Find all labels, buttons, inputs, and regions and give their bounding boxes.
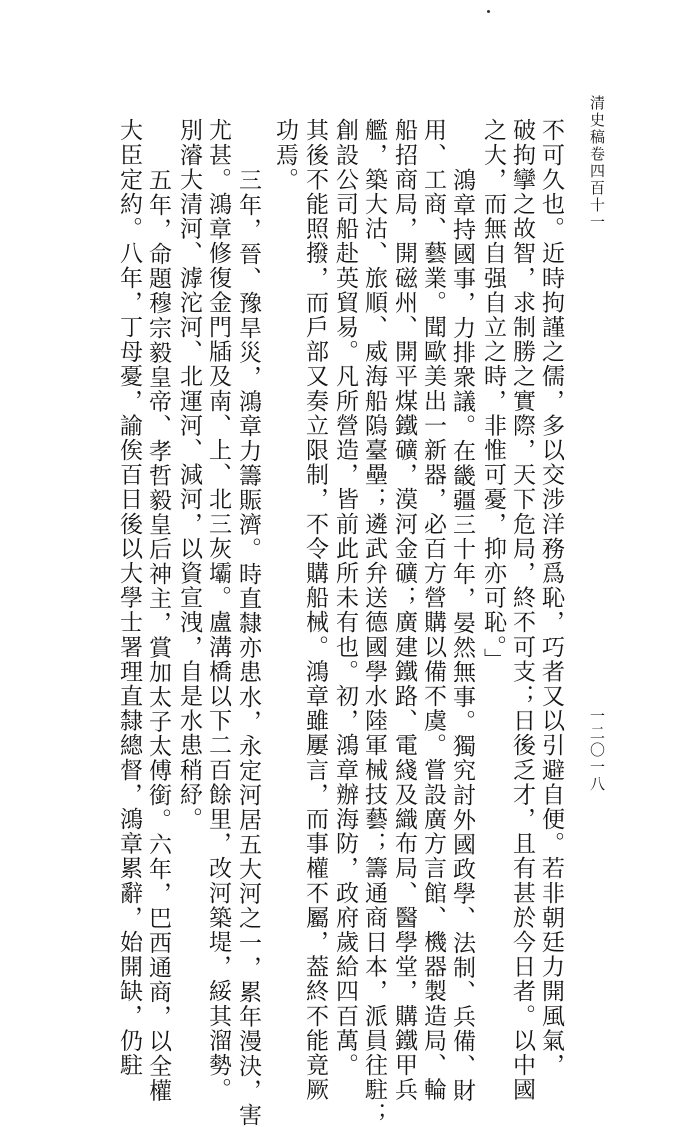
text-column: 船招商局，開磁州、開平煤鐵礦，漠河金礦；廣建鐵路、電綫及織布局、醫學堂，購鐵甲兵 xyxy=(391,118,417,1102)
text-column: 尤甚。鴻章修復金門牐及南、上、北三灰壩。盧溝橋以下二百餘里，改河築堤，綏其溜勢。 xyxy=(205,118,231,1102)
text-column: 三年，晉、豫旱災，鴻章力籌賑濟。時直隸亦患水，永定河居五大河之一，累年漫決，害 xyxy=(235,168,261,1127)
text-column: 破拘攣之故智，求制勝之實際，天下危局，終不可支；日後乏才，且有甚於今日者。以中國 xyxy=(509,118,535,1102)
text-column: 其後不能照撥，而戶部又奏立限制，不令購船械。鴻章雖屢言，而事權不屬，葢終不能竟厥 xyxy=(302,118,328,1102)
text-column: 創設公司船赴英貿易。凡所營造，皆前此所未有也。初，鴻章辦海防，政府歲給四百萬。 xyxy=(332,118,358,1078)
text-column: 之大，而無自强自立之時，非惟可憂，抑亦可恥。」 xyxy=(480,118,506,673)
page-number: 一二〇一八 xyxy=(588,708,606,793)
text-column: 不可久也。近時拘謹之儒，多以交涉洋務爲恥，巧者又以引避自便。若非朝廷力開風氣， xyxy=(538,118,564,1078)
text-column: 用、工商、藝業。聞歐美出一新器，必百方營購以備不虞。嘗設廣方言館、機器製造局、輪 xyxy=(420,118,446,1102)
running-title: 清史稿卷四百十一 xyxy=(588,95,606,231)
text-column: 艦，築大沽、旅順、威海船隖臺壘；遴武弁送德國學水陸軍械技藝；籌通商日本，派員往駐； xyxy=(361,118,387,1127)
text-column: 別濬大清河、滹沱河、北運河、減河，以資宣洩，自是水患稍紓。 xyxy=(176,118,202,832)
text-column: 五年，命題穆宗毅皇帝、孝哲毅皇后神主，賞加太子太傅銜。六年，巴西通商，以全權 xyxy=(145,168,171,1103)
text-column: 大臣定約。八年，丁母憂，諭俟百日後以大學士署理直隸總督，鴻章累辭，始開缺，仍駐 xyxy=(116,118,142,1078)
text-column: 鴻章持國事，力排衆議。在畿疆三十年，晏然無事。獨究討外國政學、法制、兵備、財 xyxy=(449,168,475,1103)
text-column: 功焉。 xyxy=(272,118,298,192)
scan-speck xyxy=(487,10,490,13)
